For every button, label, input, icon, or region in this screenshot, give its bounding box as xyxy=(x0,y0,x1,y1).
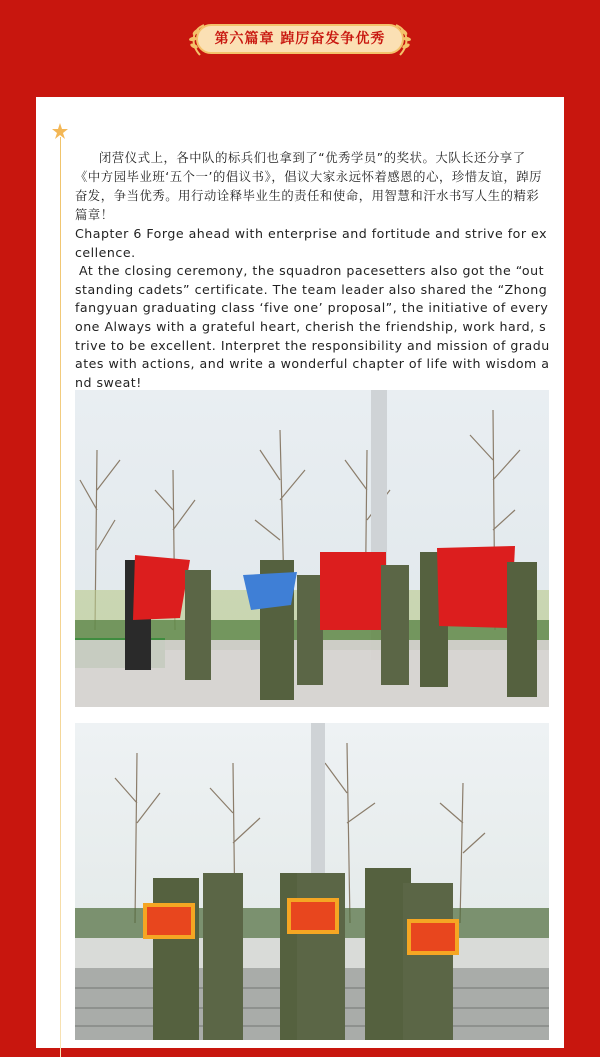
english-paragraph: At the closing ceremony, the squadron pacesetters also got the “outstanding cadets” certificate. The team leader also shared the “Zhongfangyuan graduating class ‘five one’ proposal”, the initiative of every one Always with a grateful heart, cherish the friendship, work hard, strive to be excellent. Interpret the responsibility and mission of graduates with actions, and write a wonderful chapter of life with wisdom and sweat! xyxy=(75,263,550,390)
article-text xyxy=(75,149,550,392)
star-icon xyxy=(52,123,68,139)
card-divider-line xyxy=(60,137,61,1057)
chapter-title: 第六篇章 踔厉奋发争优秀 xyxy=(214,31,386,47)
photo-certificates xyxy=(75,723,549,1040)
chapter-banner xyxy=(0,22,600,58)
english-heading: Chapter 6 Forge ahead with enterprise and fortitude and strive for excellence. xyxy=(75,226,548,260)
chinese-paragraph: 闭营仪式上，各中队的标兵们也拿到了“优秀学员”的奖状。大队长还分享了《中方园毕业班‘五个一’的倡议书》，倡议大家永远怀着感恩的心，珍惜友谊，踔厉奋发，争当优秀。用行动诠释毕业生的责任和使命，用智慧和汗水书写人生的精彩篇章！ xyxy=(75,151,543,222)
article-card xyxy=(36,97,564,1048)
photo-proposal-reading xyxy=(75,390,549,707)
chapter-title-pill xyxy=(196,24,404,54)
laurel-right-icon xyxy=(390,22,416,58)
